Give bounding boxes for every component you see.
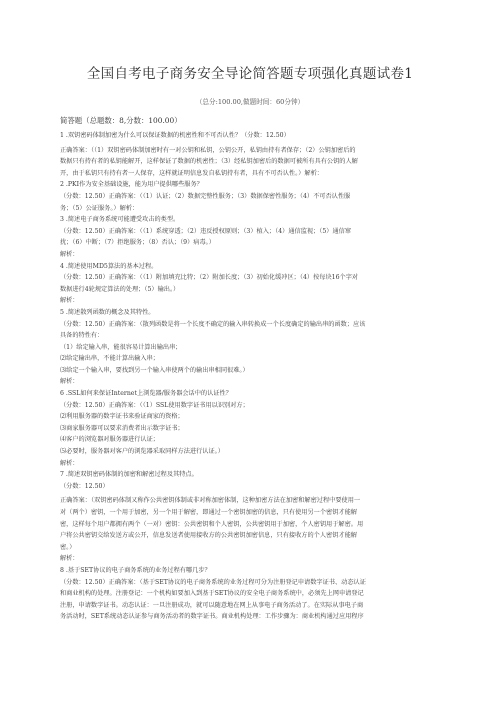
text-line: 正确答案：（（1）双钥密码体制加密时有一对公钥和私钥，公钥公开，私钥由持有者保存；（2）公钥加密后的: [60, 146, 356, 154]
text-line: 解析：: [60, 555, 79, 563]
text-line: 2 .PKI作为安全基础设施，能为用户提供哪些服务？: [60, 181, 203, 189]
text-line: （分数：12.50）正确答案：（（1）附加填充比特；（2）附加长度；（3）初始化缓冲区；（4）按每块16个字对: [60, 274, 359, 282]
section-heading: 简答题（总题数：8,分数：100.00）: [60, 116, 182, 125]
text-line: ⑶给定一个输入串，要找到另一个输入串使两个的输出串相同很难。）: [60, 366, 249, 374]
text-line: 7 .简述双钥密码体制的加密和解密过程及其特点。: [60, 471, 198, 479]
text-line: （分数：12.50）正确答案：（（1）系统穿透；（2）违反授权原则；（3）植入；（4）通信监视；（5）通信窜: [60, 227, 352, 235]
text-line: 6 .SSL如何来保证Internet上浏览器/服务器会话中的认证性？: [60, 390, 232, 398]
text-line: ⑸必要时，服务器对客户的浏览器采取同样方法进行认证。）: [60, 448, 224, 456]
text-line: 注册，申请数字证书。动态认证：一旦注册成功，就可以随意地在网上从事电子商务活动了。在实际从事电子商: [60, 601, 364, 609]
text-line: 务活动时，SET系统动态认证参与商务活动者的数字证书。商业机构处理：工作步骤为：商业机构通过应用程序: [60, 613, 364, 621]
document-subtitle: （总分:100.00,做题时间：60分钟）: [195, 98, 305, 106]
text-line: ⑷客户的浏览器对服务器进行认证；: [60, 436, 159, 444]
text-line: 具备的特性有：: [60, 332, 104, 340]
text-line: 4 .简述使用MD5算法的基本过程。: [60, 262, 158, 270]
text-line: 正确答案：（双钥密码体制又称作公共密钥体制或非对称加密体制，这种加密方法在加密和解密过程中要使用一: [60, 497, 361, 505]
text-line: 解析：: [60, 250, 79, 258]
text-line: 8 .基于SET协议的电子商务系统的业务过程有哪几步？: [60, 566, 211, 574]
question-list: [60, 130, 444, 623]
text-line: 数据进行4轮规定算法的处理；（5）输出。）: [60, 285, 180, 293]
text-line: （分数：12.50）正确答案：（（1）认证；（2）数据完整性服务；（3）数据保密性服务；（4）不可否认性服: [60, 192, 351, 200]
text-line: 和商业机构的处理。注册登记：一个机构如要加入到基于SET协议的安全电子商务系统中，必须先上网申请登记: [60, 590, 364, 598]
text-line: ⑵给定输出串，不能计算出输入串；: [60, 355, 159, 363]
text-line: 数据只有持有者的私钥能解开，这样保证了数据的机密性；（3）经私钥加密后的数据可被所有具有公钥的人解: [60, 158, 358, 166]
text-line: 密，这样每个用户都拥有两个（一对）密钥：公共密钥和个人密钥，公共密钥用于加密，个人密钥用于解密。用: [60, 520, 364, 528]
text-line: 务；（5）公证服务。）解析：: [60, 204, 139, 212]
text-line: （分数：12.50）正确答案：（散列函数是将一个长度不确定的输入串转换成一个长度确定的输出串的函数；应该: [60, 320, 366, 328]
text-line: 解析：: [60, 378, 79, 386]
text-line: 解析：: [60, 297, 79, 305]
text-line: （分数：12.50）正确答案：（基于SET协议的电子商务系统的业务过程可分为注册登记申请数字证书、动态认证: [60, 578, 366, 586]
document-title: 全国自考电子商务安全导论简答题专项强化真题试卷1: [86, 66, 414, 82]
text-line: 5 .简述散列函数的概念及其特性。: [60, 308, 155, 316]
text-line: 解析：: [60, 459, 79, 467]
text-line: （分数：12.50）正确答案：（（1）SSL使用数字证书用以识别对方；: [60, 401, 249, 409]
text-line: 密。）: [60, 543, 76, 551]
text-line: ⑶商家服务器可以要求消费者出示数字证书；: [60, 424, 184, 432]
text-line: 开，由于私钥只有持有者一人保存，这样就证明信息发自私钥持有者，具有不可否认性。）解析：: [60, 169, 323, 177]
text-line: 户将公共密钥交给发送方或公开，信息发送者使用接收方的公共密钥加密信息，只有接收方的个人密钥才能解: [60, 532, 357, 540]
text-line: （1）给定输入串，能很容易计算出输出串；: [60, 343, 182, 351]
text-line: 对（两个）密钥，一个用于加密，另一个用于解密，即通过一个密钥加密的信息，只有使用另一个密钥才能解: [60, 509, 357, 516]
text-line: ⑵利用服务器的数字证书来验证商家的资格；: [60, 413, 184, 421]
text-line: 扰；（6）中断；（7）拒绝服务；（8）否认；（9）病毒。）: [60, 239, 215, 247]
text-line: 3 .简述电子商务系统可能遭受攻击的类型。: [60, 216, 180, 224]
text-line: 1 .双钥密码体制加密为什么可以保证数据的机密性和不可否认性？（分数：12.50）: [60, 132, 290, 139]
text-line: （分数：12.50）: [60, 482, 109, 490]
